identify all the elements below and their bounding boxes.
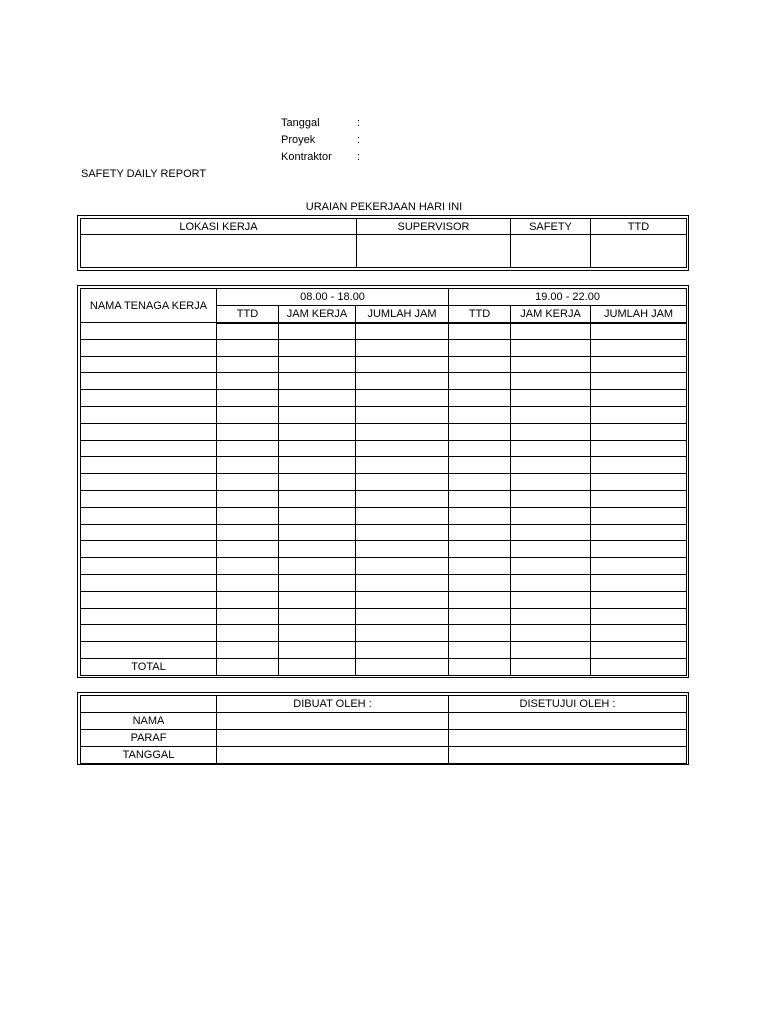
supervisor-cell[interactable]	[357, 235, 511, 268]
worker-value-cell[interactable]	[511, 642, 591, 659]
worker-row	[81, 390, 687, 407]
worker-name-cell[interactable]	[81, 457, 217, 474]
worker-row	[81, 406, 687, 423]
worker-value-cell[interactable]	[217, 625, 279, 642]
worker-name-cell[interactable]	[81, 608, 217, 625]
worker-value-cell[interactable]	[217, 474, 279, 491]
total-value-cell[interactable]	[511, 658, 591, 675]
worker-value-cell[interactable]	[279, 390, 356, 407]
work-section-title-text: URAIAN PEKERJAAN HARI INI	[305, 201, 463, 213]
worker-value-cell[interactable]	[279, 323, 356, 340]
worker-name-cell[interactable]	[81, 323, 217, 340]
tanggal-dibuat-cell[interactable]	[217, 747, 449, 764]
worker-value-cell[interactable]	[217, 339, 279, 356]
worker-name-cell[interactable]	[81, 406, 217, 423]
worker-value-cell[interactable]	[356, 440, 449, 457]
worker-value-cell[interactable]	[449, 591, 511, 608]
col-ttd: TTD	[591, 219, 687, 235]
total-value-cell[interactable]	[279, 658, 356, 675]
field-separator: :	[357, 134, 361, 146]
worker-value-cell[interactable]	[356, 524, 449, 541]
worker-value-cell[interactable]	[217, 457, 279, 474]
worker-value-cell[interactable]	[591, 625, 687, 642]
worker-value-cell[interactable]	[591, 524, 687, 541]
worker-value-cell[interactable]	[279, 507, 356, 524]
worker-value-cell[interactable]	[449, 373, 511, 390]
worker-value-cell[interactable]	[449, 474, 511, 491]
worker-value-cell[interactable]	[449, 642, 511, 659]
worker-value-cell[interactable]	[511, 558, 591, 575]
worker-value-cell[interactable]	[511, 373, 591, 390]
worker-value-cell[interactable]	[591, 608, 687, 625]
worker-value-cell[interactable]	[356, 474, 449, 491]
worker-value-cell[interactable]	[356, 625, 449, 642]
total-value-cell[interactable]	[449, 658, 511, 675]
worker-row	[81, 423, 687, 440]
col-dibuat-oleh: DIBUAT OLEH :	[217, 696, 449, 713]
worker-value-cell[interactable]	[449, 608, 511, 625]
worker-value-cell[interactable]	[591, 406, 687, 423]
field-label: Tanggal	[281, 117, 320, 129]
worker-value-cell[interactable]	[591, 490, 687, 507]
worker-value-cell[interactable]	[217, 524, 279, 541]
row-label-nama: NAMA	[81, 713, 217, 730]
worker-value-cell[interactable]	[591, 642, 687, 659]
worker-name-cell[interactable]	[81, 373, 217, 390]
worker-name-cell[interactable]	[81, 507, 217, 524]
subcol-ttd-1: TTD	[217, 306, 279, 323]
approval-corner	[81, 696, 217, 713]
worker-value-cell[interactable]	[356, 406, 449, 423]
worker-row	[81, 356, 687, 373]
worker-value-cell[interactable]	[449, 457, 511, 474]
worker-value-cell[interactable]	[217, 423, 279, 440]
worker-name-cell[interactable]	[81, 490, 217, 507]
worker-value-cell[interactable]	[356, 608, 449, 625]
worker-name-cell[interactable]	[81, 558, 217, 575]
worker-value-cell[interactable]	[591, 591, 687, 608]
header-field-proyek	[281, 133, 360, 147]
col-supervisor: SUPERVISOR	[357, 219, 511, 235]
worker-value-cell[interactable]	[279, 574, 356, 591]
worker-name-cell[interactable]	[81, 390, 217, 407]
worker-value-cell[interactable]	[356, 356, 449, 373]
lokasi-kerja-cell[interactable]	[81, 235, 357, 268]
worker-value-cell[interactable]	[511, 423, 591, 440]
worker-value-cell[interactable]	[279, 608, 356, 625]
subcol-ttd-2: TTD	[449, 306, 511, 323]
worker-value-cell[interactable]	[449, 356, 511, 373]
worker-value-cell[interactable]	[449, 558, 511, 575]
worker-value-cell[interactable]	[217, 390, 279, 407]
worker-value-cell[interactable]	[279, 440, 356, 457]
paraf-dibuat-cell[interactable]	[217, 730, 449, 747]
worker-value-cell[interactable]	[511, 339, 591, 356]
shift-2-header: 19.00 - 22.00	[449, 289, 687, 306]
nama-dibuat-cell[interactable]	[217, 713, 449, 730]
worker-value-cell[interactable]	[511, 440, 591, 457]
safety-cell[interactable]	[511, 235, 591, 268]
worker-value-cell[interactable]	[511, 574, 591, 591]
worker-row	[81, 524, 687, 541]
worker-value-cell[interactable]	[591, 574, 687, 591]
worker-value-cell[interactable]	[591, 373, 687, 390]
worker-value-cell[interactable]	[217, 440, 279, 457]
subcol-jam-kerja-2: JAM KERJA	[511, 306, 591, 323]
worker-value-cell[interactable]	[356, 541, 449, 558]
worker-value-cell[interactable]	[217, 406, 279, 423]
worker-value-cell[interactable]	[356, 323, 449, 340]
worker-value-cell[interactable]	[279, 625, 356, 642]
worker-value-cell[interactable]	[217, 642, 279, 659]
worker-value-cell[interactable]	[356, 457, 449, 474]
worker-value-cell[interactable]	[511, 524, 591, 541]
worker-value-cell[interactable]	[591, 541, 687, 558]
field-separator: :	[357, 151, 361, 163]
worker-value-cell[interactable]	[511, 406, 591, 423]
worker-row	[81, 541, 687, 558]
worker-value-cell[interactable]	[217, 490, 279, 507]
worker-value-cell[interactable]	[511, 608, 591, 625]
worker-value-cell[interactable]	[356, 339, 449, 356]
worker-value-cell[interactable]	[511, 541, 591, 558]
header-field-kontraktor	[281, 150, 360, 164]
worker-row	[81, 642, 687, 659]
worker-value-cell[interactable]	[279, 457, 356, 474]
worker-value-cell[interactable]	[591, 440, 687, 457]
worker-value-cell[interactable]	[217, 356, 279, 373]
worker-name-cell[interactable]	[81, 356, 217, 373]
work-table	[80, 218, 687, 268]
worker-table	[80, 288, 687, 676]
worker-value-cell[interactable]	[591, 507, 687, 524]
col-safety: SAFETY	[511, 219, 591, 235]
worker-row	[81, 474, 687, 491]
worker-value-cell[interactable]	[279, 642, 356, 659]
worker-value-cell[interactable]	[511, 591, 591, 608]
work-section-title	[0, 200, 768, 214]
field-label: Kontraktor	[281, 151, 332, 163]
worker-value-cell[interactable]	[356, 574, 449, 591]
worker-value-cell[interactable]	[449, 339, 511, 356]
worker-value-cell[interactable]	[356, 591, 449, 608]
subcol-jumlah-jam-1: JUMLAH JAM	[356, 306, 449, 323]
nama-disetujui-cell[interactable]	[449, 713, 687, 730]
worker-row	[81, 558, 687, 575]
worker-value-cell[interactable]	[356, 558, 449, 575]
worker-row	[81, 625, 687, 642]
worker-name-cell[interactable]	[81, 423, 217, 440]
col-disetujui-oleh: DISETUJUI OLEH :	[449, 696, 687, 713]
worker-value-cell[interactable]	[449, 323, 511, 340]
worker-value-cell[interactable]	[356, 507, 449, 524]
worker-value-cell[interactable]	[279, 474, 356, 491]
worker-value-cell[interactable]	[449, 625, 511, 642]
document-title: SAFETY DAILY REPORT	[81, 168, 207, 180]
field-label: Proyek	[281, 134, 316, 146]
worker-value-cell[interactable]	[511, 390, 591, 407]
paraf-disetujui-cell[interactable]	[449, 730, 687, 747]
worker-value-cell[interactable]	[217, 373, 279, 390]
worker-value-cell[interactable]	[356, 390, 449, 407]
worker-name-cell[interactable]	[81, 574, 217, 591]
worker-value-cell[interactable]	[217, 591, 279, 608]
worker-value-cell[interactable]	[449, 440, 511, 457]
worker-value-cell[interactable]	[591, 558, 687, 575]
worker-value-cell[interactable]	[217, 541, 279, 558]
total-value-cell[interactable]	[356, 658, 449, 675]
worker-value-cell[interactable]	[217, 608, 279, 625]
worker-value-cell[interactable]	[511, 507, 591, 524]
total-row	[81, 658, 687, 675]
worker-row	[81, 323, 687, 340]
worker-value-cell[interactable]	[279, 524, 356, 541]
worker-value-cell[interactable]	[279, 423, 356, 440]
worker-value-cell[interactable]	[279, 406, 356, 423]
worker-row	[81, 457, 687, 474]
worker-value-cell[interactable]	[449, 423, 511, 440]
worker-value-cell[interactable]	[279, 339, 356, 356]
worker-value-cell[interactable]	[449, 390, 511, 407]
worker-value-cell[interactable]	[279, 558, 356, 575]
worker-name-cell[interactable]	[81, 440, 217, 457]
worker-value-cell[interactable]	[279, 373, 356, 390]
worker-value-cell[interactable]	[279, 541, 356, 558]
worker-value-cell[interactable]	[449, 507, 511, 524]
worker-value-cell[interactable]	[591, 390, 687, 407]
subcol-jam-kerja-1: JAM KERJA	[279, 306, 356, 323]
worker-value-cell[interactable]	[511, 356, 591, 373]
worker-value-cell[interactable]	[356, 642, 449, 659]
ttd-cell[interactable]	[591, 235, 687, 268]
worker-value-cell[interactable]	[591, 457, 687, 474]
field-separator: :	[357, 117, 361, 129]
worker-value-cell[interactable]	[449, 574, 511, 591]
worker-value-cell[interactable]	[449, 406, 511, 423]
col-lokasi-kerja: LOKASI KERJA	[81, 219, 357, 235]
col-nama-tenaga-kerja: NAMA TENAGA KERJA	[81, 289, 217, 323]
subcol-jumlah-jam-2: JUMLAH JAM	[591, 306, 687, 323]
worker-value-cell[interactable]	[356, 490, 449, 507]
worker-row	[81, 440, 687, 457]
worker-value-cell[interactable]	[217, 558, 279, 575]
worker-value-cell[interactable]	[511, 625, 591, 642]
worker-row	[81, 373, 687, 390]
worker-value-cell[interactable]	[591, 356, 687, 373]
header-field-tanggal	[281, 116, 360, 130]
worker-value-cell[interactable]	[591, 339, 687, 356]
total-value-cell[interactable]	[217, 658, 279, 675]
worker-row	[81, 608, 687, 625]
worker-name-cell[interactable]	[81, 625, 217, 642]
worker-value-cell[interactable]	[356, 373, 449, 390]
worker-name-cell[interactable]	[81, 642, 217, 659]
tanggal-disetujui-cell[interactable]	[449, 747, 687, 764]
worker-value-cell[interactable]	[511, 323, 591, 340]
row-label-tanggal: TANGGAL	[81, 747, 217, 764]
worker-value-cell[interactable]	[511, 457, 591, 474]
worker-value-cell[interactable]	[591, 474, 687, 491]
worker-value-cell[interactable]	[279, 591, 356, 608]
worker-value-cell[interactable]	[217, 574, 279, 591]
worker-name-cell[interactable]	[81, 591, 217, 608]
row-label-paraf: PARAF	[81, 730, 217, 747]
worker-value-cell[interactable]	[449, 524, 511, 541]
worker-value-cell[interactable]	[217, 323, 279, 340]
worker-value-cell[interactable]	[449, 490, 511, 507]
worker-value-cell[interactable]	[449, 541, 511, 558]
worker-value-cell[interactable]	[511, 490, 591, 507]
worker-value-cell[interactable]	[279, 356, 356, 373]
worker-row	[81, 574, 687, 591]
total-value-cell[interactable]	[591, 658, 687, 675]
worker-value-cell[interactable]	[591, 423, 687, 440]
worker-name-cell[interactable]	[81, 541, 217, 558]
worker-row	[81, 507, 687, 524]
worker-value-cell[interactable]	[511, 474, 591, 491]
worker-row	[81, 490, 687, 507]
total-label: TOTAL	[81, 658, 217, 675]
worker-value-cell[interactable]	[356, 423, 449, 440]
worker-row	[81, 339, 687, 356]
shift-1-header: 08.00 - 18.00	[217, 289, 449, 306]
worker-row	[81, 591, 687, 608]
worker-name-cell[interactable]	[81, 339, 217, 356]
worker-value-cell[interactable]	[591, 323, 687, 340]
worker-value-cell[interactable]	[279, 490, 356, 507]
worker-value-cell[interactable]	[217, 507, 279, 524]
approval-table	[80, 695, 687, 764]
worker-name-cell[interactable]	[81, 524, 217, 541]
worker-name-cell[interactable]	[81, 474, 217, 491]
